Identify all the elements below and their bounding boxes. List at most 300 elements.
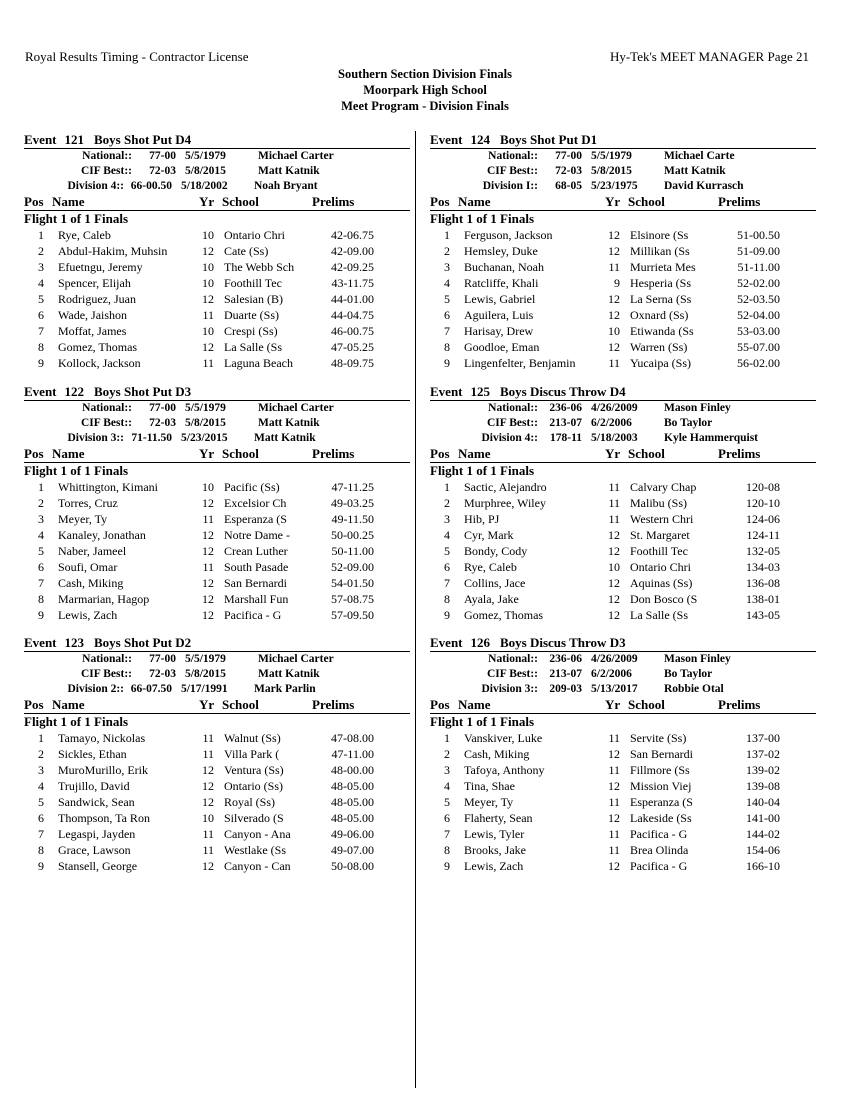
entry-school: Notre Dame -	[224, 527, 290, 542]
entry-yr: 12	[202, 591, 214, 606]
entry-row	[430, 607, 816, 623]
entry-school: Ontario Chri	[224, 228, 285, 242]
record-date: 5/18/2003	[591, 431, 638, 444]
entry-name: Vanskiver, Luke	[464, 731, 543, 745]
event-number: 124	[470, 132, 490, 147]
record-mark: 209-03	[549, 683, 582, 695]
entry-name: Kanaley, Jonathan	[58, 527, 146, 542]
record-row	[430, 431, 816, 446]
entry-yr: 12	[608, 527, 620, 542]
meet-title-line: Southern Section Division Finals	[338, 67, 512, 81]
entry-name: Lingenfelter, Benjamin	[464, 356, 576, 370]
record-mark: 68-05	[555, 180, 582, 192]
entry-school: Brea Olinda	[630, 843, 689, 857]
record-mark: 66-07.50	[130, 683, 172, 695]
entry-row	[430, 810, 816, 826]
entry-pos: 8	[38, 340, 44, 354]
entry-pos: 5	[444, 543, 450, 558]
entry-pos: 9	[444, 607, 450, 622]
entry-pos: 4	[444, 779, 450, 793]
event-number: 125	[470, 383, 490, 399]
entry-school: Pacifica - G	[630, 859, 688, 873]
entry-prelims: 44-01.00	[331, 292, 374, 306]
entry-row	[430, 291, 816, 307]
entry-prelims: 49-11.50	[331, 511, 374, 526]
event-title	[24, 383, 410, 401]
entry-yr: 12	[608, 308, 620, 322]
entry-yr: 12	[202, 859, 214, 873]
entry-name: Ferguson, Jackson	[464, 228, 553, 242]
column-headers	[24, 194, 410, 211]
entry-yr: 12	[608, 543, 620, 558]
entry-school: Western Chri	[630, 511, 694, 526]
header-school: School	[628, 445, 665, 461]
entry-yr: 11	[608, 511, 620, 526]
entry-school: Elsinore (Ss	[630, 228, 689, 242]
record-row	[24, 164, 410, 179]
entry-yr: 12	[608, 228, 620, 242]
entry-prelims: 47-05.25	[331, 340, 374, 354]
header-school: School	[222, 445, 259, 461]
event-number: 122	[64, 383, 84, 399]
record-date: 5/8/2015	[185, 668, 226, 680]
record-date: 5/8/2015	[591, 165, 632, 177]
entry-pos: 7	[38, 827, 44, 841]
flight-label: Flight 1 of 1 Finals	[24, 462, 129, 478]
entry-pos: 3	[444, 260, 450, 274]
entry-school: Esperanza (S	[224, 511, 287, 526]
entry-name: Gomez, Thomas	[464, 607, 544, 622]
entry-row	[24, 527, 410, 543]
record-mark: 236-06	[549, 653, 582, 665]
entry-prelims: 44-04.75	[331, 308, 374, 322]
entry-school: Crespi (Ss)	[224, 324, 278, 338]
entry-name: Ratcliffe, Khali	[464, 276, 539, 290]
entry-prelims: 50-00.25	[331, 527, 374, 542]
event-name: Boys Shot Put D1	[500, 132, 598, 147]
entry-pos: 9	[38, 607, 44, 622]
event-title	[24, 634, 410, 652]
entry-yr: 12	[202, 763, 214, 777]
entry-prelims: 51-09.00	[737, 244, 780, 258]
record-mark: 77-00	[149, 401, 176, 414]
entry-name: Gomez, Thomas	[58, 340, 138, 354]
entry-row	[24, 858, 410, 874]
entry-pos: 6	[38, 559, 44, 574]
entry-prelims: 46-00.75	[331, 324, 374, 338]
entry-pos: 2	[38, 244, 44, 258]
meet-title-line: Moorpark High School	[363, 83, 487, 97]
entry-name: Stansell, George	[58, 859, 138, 873]
column-headers	[24, 446, 410, 463]
column-headers	[24, 697, 410, 714]
entry-school: Lakeside (Ss	[630, 811, 692, 825]
record-date: 6/2/2006	[591, 416, 632, 429]
record-date: 5/5/1979	[185, 401, 226, 414]
entry-yr: 11	[608, 795, 620, 809]
entry-pos: 9	[38, 356, 44, 370]
entry-school: Canyon - Ana	[224, 827, 291, 841]
header-yr: Yr	[199, 194, 215, 209]
entry-pos: 6	[38, 811, 44, 825]
event-name: Boys Shot Put D3	[94, 383, 192, 399]
entry-prelims: 48-00.00	[331, 763, 374, 777]
record-row	[430, 667, 816, 682]
entry-school: Westlake (Ss	[224, 843, 287, 857]
entry-yr: 12	[608, 859, 620, 873]
entry-row	[24, 355, 410, 371]
record-date: 5/5/1979	[185, 150, 226, 162]
record-holder: Mason Finley	[664, 653, 731, 665]
entry-school: Warren (Ss)	[630, 340, 688, 354]
header-pos: Pos	[24, 194, 44, 209]
entry-prelims: 136-08	[746, 575, 780, 590]
entry-row	[430, 543, 816, 559]
header-name: Name	[52, 194, 85, 209]
record-holder: Mark Parlin	[254, 683, 316, 695]
record-mark: 72-03	[555, 165, 582, 177]
entry-yr: 10	[202, 276, 214, 290]
record-label: National::	[488, 150, 538, 162]
entry-prelims: 137-00	[746, 731, 780, 745]
entry-yr: 12	[608, 779, 620, 793]
event-name: Boys Discus Throw D4	[500, 383, 626, 399]
event-title	[430, 383, 816, 401]
entry-school: Hesperia (Ss	[630, 276, 691, 290]
event-title	[24, 131, 410, 149]
entry-yr: 12	[608, 591, 620, 606]
entry-pos: 7	[38, 324, 44, 338]
entry-school: Ontario Chri	[630, 559, 691, 574]
event-number: 121	[64, 132, 84, 147]
flight-label: Flight 1 of 1 Finals	[430, 462, 535, 478]
entry-school: Aquinas (Ss)	[630, 575, 693, 590]
license-label: Royal Results Timing - Contractor License	[25, 49, 249, 64]
event-block	[24, 634, 410, 886]
header-pos: Pos	[430, 194, 450, 209]
entry-name: Tina, Shae	[464, 779, 515, 793]
entry-pos: 3	[38, 260, 44, 274]
entry-name: Thompson, Ta Ron	[58, 811, 150, 825]
entry-pos: 1	[38, 479, 44, 494]
event-label: Event	[430, 383, 463, 399]
entry-school: Foothill Tec	[630, 543, 688, 558]
event-label: Event	[24, 132, 57, 147]
entry-row	[24, 307, 410, 323]
entry-prelims: 47-11.00	[331, 747, 374, 761]
entry-prelims: 50-11.00	[331, 543, 374, 558]
entry-row	[430, 858, 816, 874]
record-label: National::	[488, 653, 538, 665]
entry-name: Wade, Jaishon	[58, 308, 128, 322]
header-pos: Pos	[24, 445, 44, 461]
entry-yr: 12	[608, 607, 620, 622]
entry-name: Aguilera, Luis	[464, 308, 534, 322]
entry-row	[24, 826, 410, 842]
entry-name: Hemsley, Duke	[464, 244, 538, 258]
record-label: CIF Best::	[487, 668, 538, 680]
entry-row	[430, 243, 816, 259]
entry-pos: 9	[444, 859, 450, 873]
record-row	[430, 416, 816, 431]
entry-yr: 10	[608, 324, 620, 338]
entry-prelims: 42-06.75	[331, 228, 374, 242]
entry-name: Harisay, Drew	[464, 324, 534, 338]
header-school: School	[222, 697, 259, 712]
entry-school: Canyon - Can	[224, 859, 291, 873]
entry-school: Pacifica - G	[630, 827, 688, 841]
entry-yr: 12	[608, 292, 620, 306]
entry-prelims: 47-08.00	[331, 731, 374, 745]
entry-school: Millikan (Ss	[630, 244, 690, 258]
entry-name: MuroMurillo, Erik	[58, 763, 148, 777]
header-prelims: Prelims	[312, 697, 355, 712]
record-row	[430, 149, 816, 164]
entry-yr: 11	[608, 495, 620, 510]
entry-prelims: 124-06	[746, 511, 780, 526]
header-name: Name	[458, 194, 491, 209]
header-yr: Yr	[199, 697, 215, 712]
entry-yr: 10	[608, 559, 620, 574]
header-school: School	[628, 194, 665, 209]
entry-name: Tafoya, Anthony	[464, 763, 545, 777]
event-title	[430, 131, 816, 149]
entry-yr: 11	[608, 731, 620, 745]
record-label: Division 4::	[481, 431, 538, 444]
event-number: 123	[64, 635, 84, 650]
entry-yr: 11	[202, 511, 214, 526]
right-column	[430, 131, 816, 886]
record-label: National::	[82, 150, 132, 162]
entry-row	[24, 762, 410, 778]
entry-pos: 8	[38, 843, 44, 857]
entry-pos: 7	[444, 575, 450, 590]
entry-name: Flaherty, Sean	[464, 811, 533, 825]
entry-prelims: 139-02	[746, 763, 780, 777]
entry-row	[430, 527, 816, 543]
entry-pos: 2	[444, 244, 450, 258]
entry-yr: 11	[202, 308, 214, 322]
record-label: Division 3::	[481, 683, 538, 695]
entry-pos: 4	[38, 276, 44, 290]
entry-school: Don Bosco (S	[630, 591, 698, 606]
record-row	[430, 652, 816, 667]
entry-row	[24, 730, 410, 746]
entry-pos: 1	[38, 731, 44, 745]
record-holder: Michael Carter	[258, 401, 334, 414]
entry-prelims: 54-01.50	[331, 575, 374, 590]
entry-name: Kollock, Jackson	[58, 356, 141, 370]
entry-yr: 11	[202, 731, 214, 745]
entry-row	[430, 559, 816, 575]
record-holder: Bo Taylor	[664, 416, 713, 429]
entry-prelims: 134-03	[746, 559, 780, 574]
entry-school: Murrieta Mes	[630, 260, 696, 274]
event-block	[430, 383, 816, 635]
record-date: 6/2/2006	[591, 668, 632, 680]
entry-school: Royal (Ss)	[224, 795, 275, 809]
entry-yr: 11	[608, 827, 620, 841]
entry-pos: 5	[444, 292, 450, 306]
entry-row	[24, 778, 410, 794]
entry-prelims: 51-11.00	[737, 260, 780, 274]
record-mark: 72-03	[149, 668, 176, 680]
record-mark: 72-03	[149, 416, 176, 429]
entry-school: Villa Park (	[224, 747, 280, 761]
header-yr: Yr	[605, 194, 621, 209]
entry-row	[430, 339, 816, 355]
record-label: Division 3::	[67, 431, 124, 444]
entry-pos: 1	[444, 228, 450, 242]
record-holder: Michael Carter	[258, 150, 334, 162]
entry-row	[24, 243, 410, 259]
entry-row	[430, 323, 816, 339]
entry-row	[430, 730, 816, 746]
record-holder: Kyle Hammerquist	[664, 431, 759, 444]
entry-school: Mission Viej	[630, 779, 692, 793]
entry-pos: 6	[444, 811, 450, 825]
entry-yr: 12	[608, 244, 620, 258]
entry-pos: 6	[444, 559, 450, 574]
entry-school: La Salle (Ss	[224, 340, 282, 354]
entry-prelims: 43-11.75	[331, 276, 374, 290]
record-holder: Bo Taylor	[664, 668, 713, 680]
entry-pos: 7	[444, 324, 450, 338]
entry-yr: 11	[608, 260, 620, 274]
record-row	[24, 401, 410, 416]
event-label: Event	[430, 132, 463, 147]
entry-pos: 6	[444, 308, 450, 322]
event-block	[24, 383, 410, 635]
entry-row	[24, 591, 410, 607]
record-row	[430, 164, 816, 179]
entry-row	[430, 259, 816, 275]
header-prelims: Prelims	[312, 194, 355, 209]
entry-yr: 12	[202, 495, 214, 510]
record-label: Division I::	[482, 180, 538, 192]
entry-name: Cyr, Mark	[464, 527, 514, 542]
entry-name: Soufi, Omar	[58, 559, 118, 574]
entry-school: Fillmore (Ss	[630, 763, 690, 777]
record-row	[24, 431, 410, 446]
record-label: CIF Best::	[81, 668, 132, 680]
entry-row	[24, 339, 410, 355]
record-label: CIF Best::	[487, 416, 538, 429]
entry-prelims: 140-04	[746, 795, 780, 809]
entry-prelims: 56-02.00	[737, 356, 780, 370]
column-headers	[430, 194, 816, 211]
entry-yr: 11	[608, 843, 620, 857]
entry-prelims: 48-05.00	[331, 811, 374, 825]
entry-pos: 4	[38, 779, 44, 793]
entry-school: Marshall Fun	[224, 591, 289, 606]
entry-row	[24, 575, 410, 591]
event-name: Boys Discus Throw D3	[500, 635, 626, 650]
record-row	[24, 416, 410, 431]
entry-prelims: 124-11	[746, 527, 780, 542]
record-holder: Matt Katnik	[664, 165, 726, 177]
entry-prelims: 51-00.50	[737, 228, 780, 242]
record-holder: Matt Katnik	[258, 416, 320, 429]
entry-name: Murphree, Wiley	[464, 495, 546, 510]
entry-row	[24, 275, 410, 291]
entry-pos: 3	[38, 511, 44, 526]
entry-school: San Bernardi	[630, 747, 693, 761]
flight-label: Flight 1 of 1 Finals	[24, 714, 129, 729]
header-yr: Yr	[605, 697, 621, 712]
entry-pos: 8	[444, 591, 450, 606]
entry-name: Bondy, Cody	[464, 543, 528, 558]
entry-yr: 12	[202, 607, 214, 622]
entry-name: Cash, Miking	[464, 747, 530, 761]
header-pos: Pos	[430, 445, 450, 461]
entry-school: Yucaipa (Ss)	[630, 356, 691, 370]
event-label: Event	[24, 635, 57, 650]
entry-yr: 12	[608, 575, 620, 590]
header-name: Name	[52, 697, 85, 712]
entry-prelims: 49-07.00	[331, 843, 374, 857]
entry-name: Hib, PJ	[464, 511, 500, 526]
entry-yr: 12	[608, 811, 620, 825]
entry-school: The Webb Sch	[224, 260, 295, 274]
header-name: Name	[52, 445, 85, 461]
header-prelims: Prelims	[312, 445, 355, 461]
entry-name: Abdul-Hakim, Muhsin	[58, 244, 168, 258]
record-mark: 77-00	[149, 150, 176, 162]
record-row	[430, 401, 816, 416]
record-row	[24, 179, 410, 194]
record-row	[24, 149, 410, 164]
entry-yr: 12	[608, 747, 620, 761]
entry-prelims: 48-05.00	[331, 795, 374, 809]
entry-yr: 12	[202, 340, 214, 354]
entry-prelims: 132-05	[746, 543, 780, 558]
entry-prelims: 57-08.75	[331, 591, 374, 606]
entry-prelims: 42-09.25	[331, 260, 374, 274]
event-block	[430, 131, 816, 383]
entry-pos: 4	[38, 527, 44, 542]
entry-row	[430, 591, 816, 607]
entry-school: Etiwanda (Ss	[630, 324, 694, 338]
entry-school: Laguna Beach	[224, 356, 293, 370]
record-date: 4/26/2009	[591, 401, 638, 414]
entry-pos: 1	[444, 731, 450, 745]
entry-row	[430, 794, 816, 810]
entry-school: Esperanza (S	[630, 795, 693, 809]
record-mark: 77-00	[149, 653, 176, 665]
entry-school: La Serna (Ss	[630, 292, 692, 306]
record-holder: Robbie Otal	[664, 683, 724, 695]
entry-yr: 11	[202, 747, 214, 761]
record-mark: 71-11.50	[131, 431, 172, 444]
entry-name: Ayala, Jake	[464, 591, 519, 606]
entry-yr: 11	[202, 827, 214, 841]
entry-school: Foothill Tec	[224, 276, 282, 290]
entry-school: Pacifica - G	[224, 607, 282, 622]
entry-name: Lewis, Zach	[464, 859, 524, 873]
entry-yr: 11	[608, 763, 620, 777]
entry-name: Rye, Caleb	[464, 559, 517, 574]
entry-name: Whittington, Kimani	[58, 479, 158, 494]
entry-row	[24, 794, 410, 810]
header-pos: Pos	[430, 697, 450, 712]
record-label: National::	[82, 401, 132, 414]
entry-name: Sandwick, Sean	[58, 795, 135, 809]
record-label: National::	[82, 653, 132, 665]
entry-prelims: 154-06	[746, 843, 780, 857]
entry-yr: 9	[614, 276, 620, 290]
record-mark: 178-11	[550, 431, 582, 444]
